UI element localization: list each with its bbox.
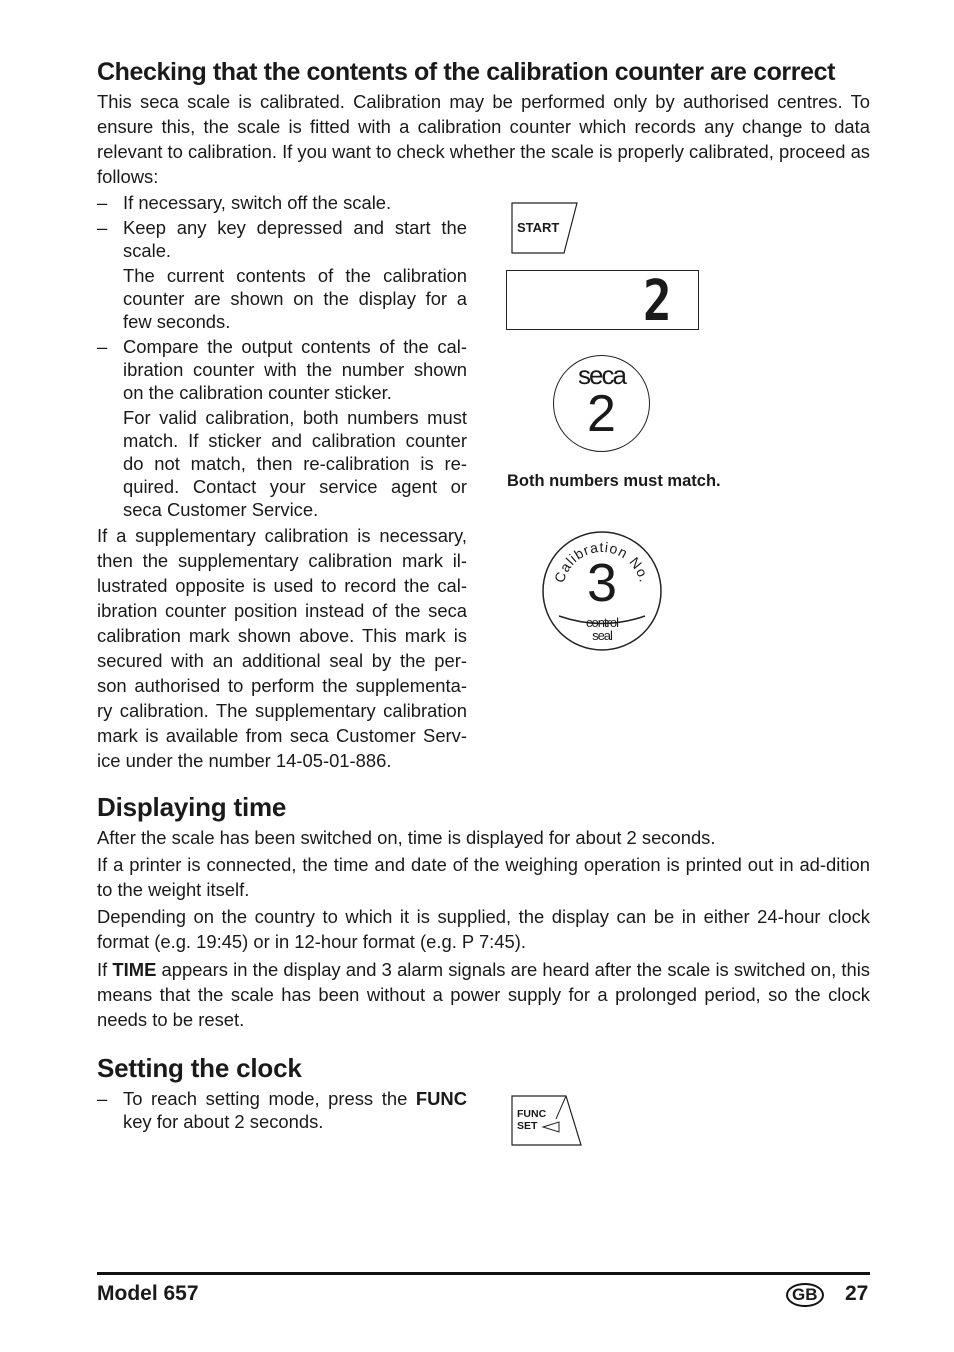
- control-text: control: [585, 615, 619, 630]
- arc-text: Calibration No.: [550, 538, 654, 585]
- time-paragraph-1: After the scale has been switched on, time is displayed for about 2 seconds.: [97, 827, 716, 848]
- seca-logo: seca: [578, 360, 625, 390]
- step-text: If necessary, switch off the scale.: [123, 192, 392, 213]
- footer-model: Model 657: [97, 1282, 199, 1305]
- seca-calibration-mark: [553, 355, 650, 452]
- func-label: FUNC: [517, 1108, 547, 1120]
- section-heading-displaying-time: Displaying time: [97, 792, 287, 822]
- step-text-after: key for about 2 seconds.: [123, 1111, 324, 1132]
- p4-text-before: If: [97, 959, 113, 980]
- footer-rule: [97, 1272, 870, 1275]
- seal-text: seal: [592, 628, 612, 643]
- step-text: Compare the output contents of the cal-ibration counter with the number shown on the calibration counter sticker.: [123, 336, 467, 403]
- step-item: [97, 216, 467, 262]
- step-text: Keep any key depressed and start the scale.: [123, 217, 467, 261]
- step-item: [97, 1087, 467, 1133]
- dash-bullet: –: [97, 192, 108, 213]
- seca-mark-number: 2: [587, 385, 616, 443]
- calibration-steps: [97, 191, 467, 773]
- intro-paragraph: This seca scale is calibrated. Calibration may be performed only by authorised centres. To ensure this, the scale is fitted with a calibration counter which records any change to data relevant to calibration. If you want to check whether the scale is properly calibrated, proceed as follows:: [97, 91, 870, 187]
- func-set-key-icon: [511, 1095, 583, 1147]
- func-set-key-label: [517, 1108, 546, 1132]
- section-heading-calibration: Checking that the contents of the calibration counter are correct: [97, 58, 836, 86]
- footer-lang-badge: [786, 1282, 824, 1307]
- time-paragraph-4: [97, 957, 870, 1032]
- supplementary-calibration-mark: [541, 530, 663, 652]
- display-value: 2: [643, 269, 672, 334]
- set-label: SET: [517, 1120, 538, 1132]
- step-note: For valid calibration, both numbers must match. If sticker and calibration counter do not match, then re-calibration is re-quired. Contact your service agent or seca Customer Service.: [123, 407, 467, 520]
- section-heading-setting-clock: Setting the clock: [97, 1053, 302, 1083]
- page-number: 27: [845, 1282, 869, 1305]
- start-key-label: START: [517, 220, 560, 235]
- step-text: [123, 1087, 467, 1133]
- control-seal-label: [541, 616, 663, 642]
- dash-bullet: –: [97, 217, 108, 238]
- supplement-paragraph: If a supplementary calibration is necessary, then the supplementary calibration mark il-lustrated opposite is used to record the cal-ibration counter position instead of the seca calibration mark shown above. This mark is secured with an additional seal by the per-son authorised to perform the supplementa-ry calibration. The supplementary calibration mark is available from seca Customer Serv-ice under the number 14-05-01-886.: [97, 525, 467, 771]
- dash-bullet: –: [97, 1088, 108, 1109]
- step-note: The current contents of the calibration counter are shown on the display for a few seconds.: [123, 265, 467, 332]
- step-item: [97, 335, 467, 404]
- step-text-before: To reach setting mode, press the: [123, 1088, 416, 1109]
- p4-text-after: appears in the display and 3 alarm signals are heard after the scale is switched on, this means that the scale has been without a power supply for a prolonged period, so the clock needs to be reset.: [97, 959, 870, 1030]
- supp-mark-number: 3: [586, 553, 618, 613]
- time-paragraph-3: Depending on the country to which it is supplied, the display can be in either 24-hour clock format (e.g. 19:45) or in 12-hour format (e.g. P 7:45).: [97, 906, 870, 952]
- dash-bullet: –: [97, 336, 108, 357]
- time-paragraph-2: If a printer is connected, the time and date of the weighing operation is printed out in ad-dition to the weight itself.: [97, 854, 870, 900]
- time-keyword: TIME: [112, 959, 157, 980]
- scale-display: [506, 269, 699, 334]
- step-item: [97, 191, 467, 214]
- gb-badge: GB: [786, 1283, 824, 1307]
- match-caption: Both numbers must match.: [507, 472, 721, 490]
- func-keyword: FUNC: [415, 1088, 467, 1109]
- clock-steps: [97, 1087, 467, 1133]
- start-key-icon: [511, 202, 581, 254]
